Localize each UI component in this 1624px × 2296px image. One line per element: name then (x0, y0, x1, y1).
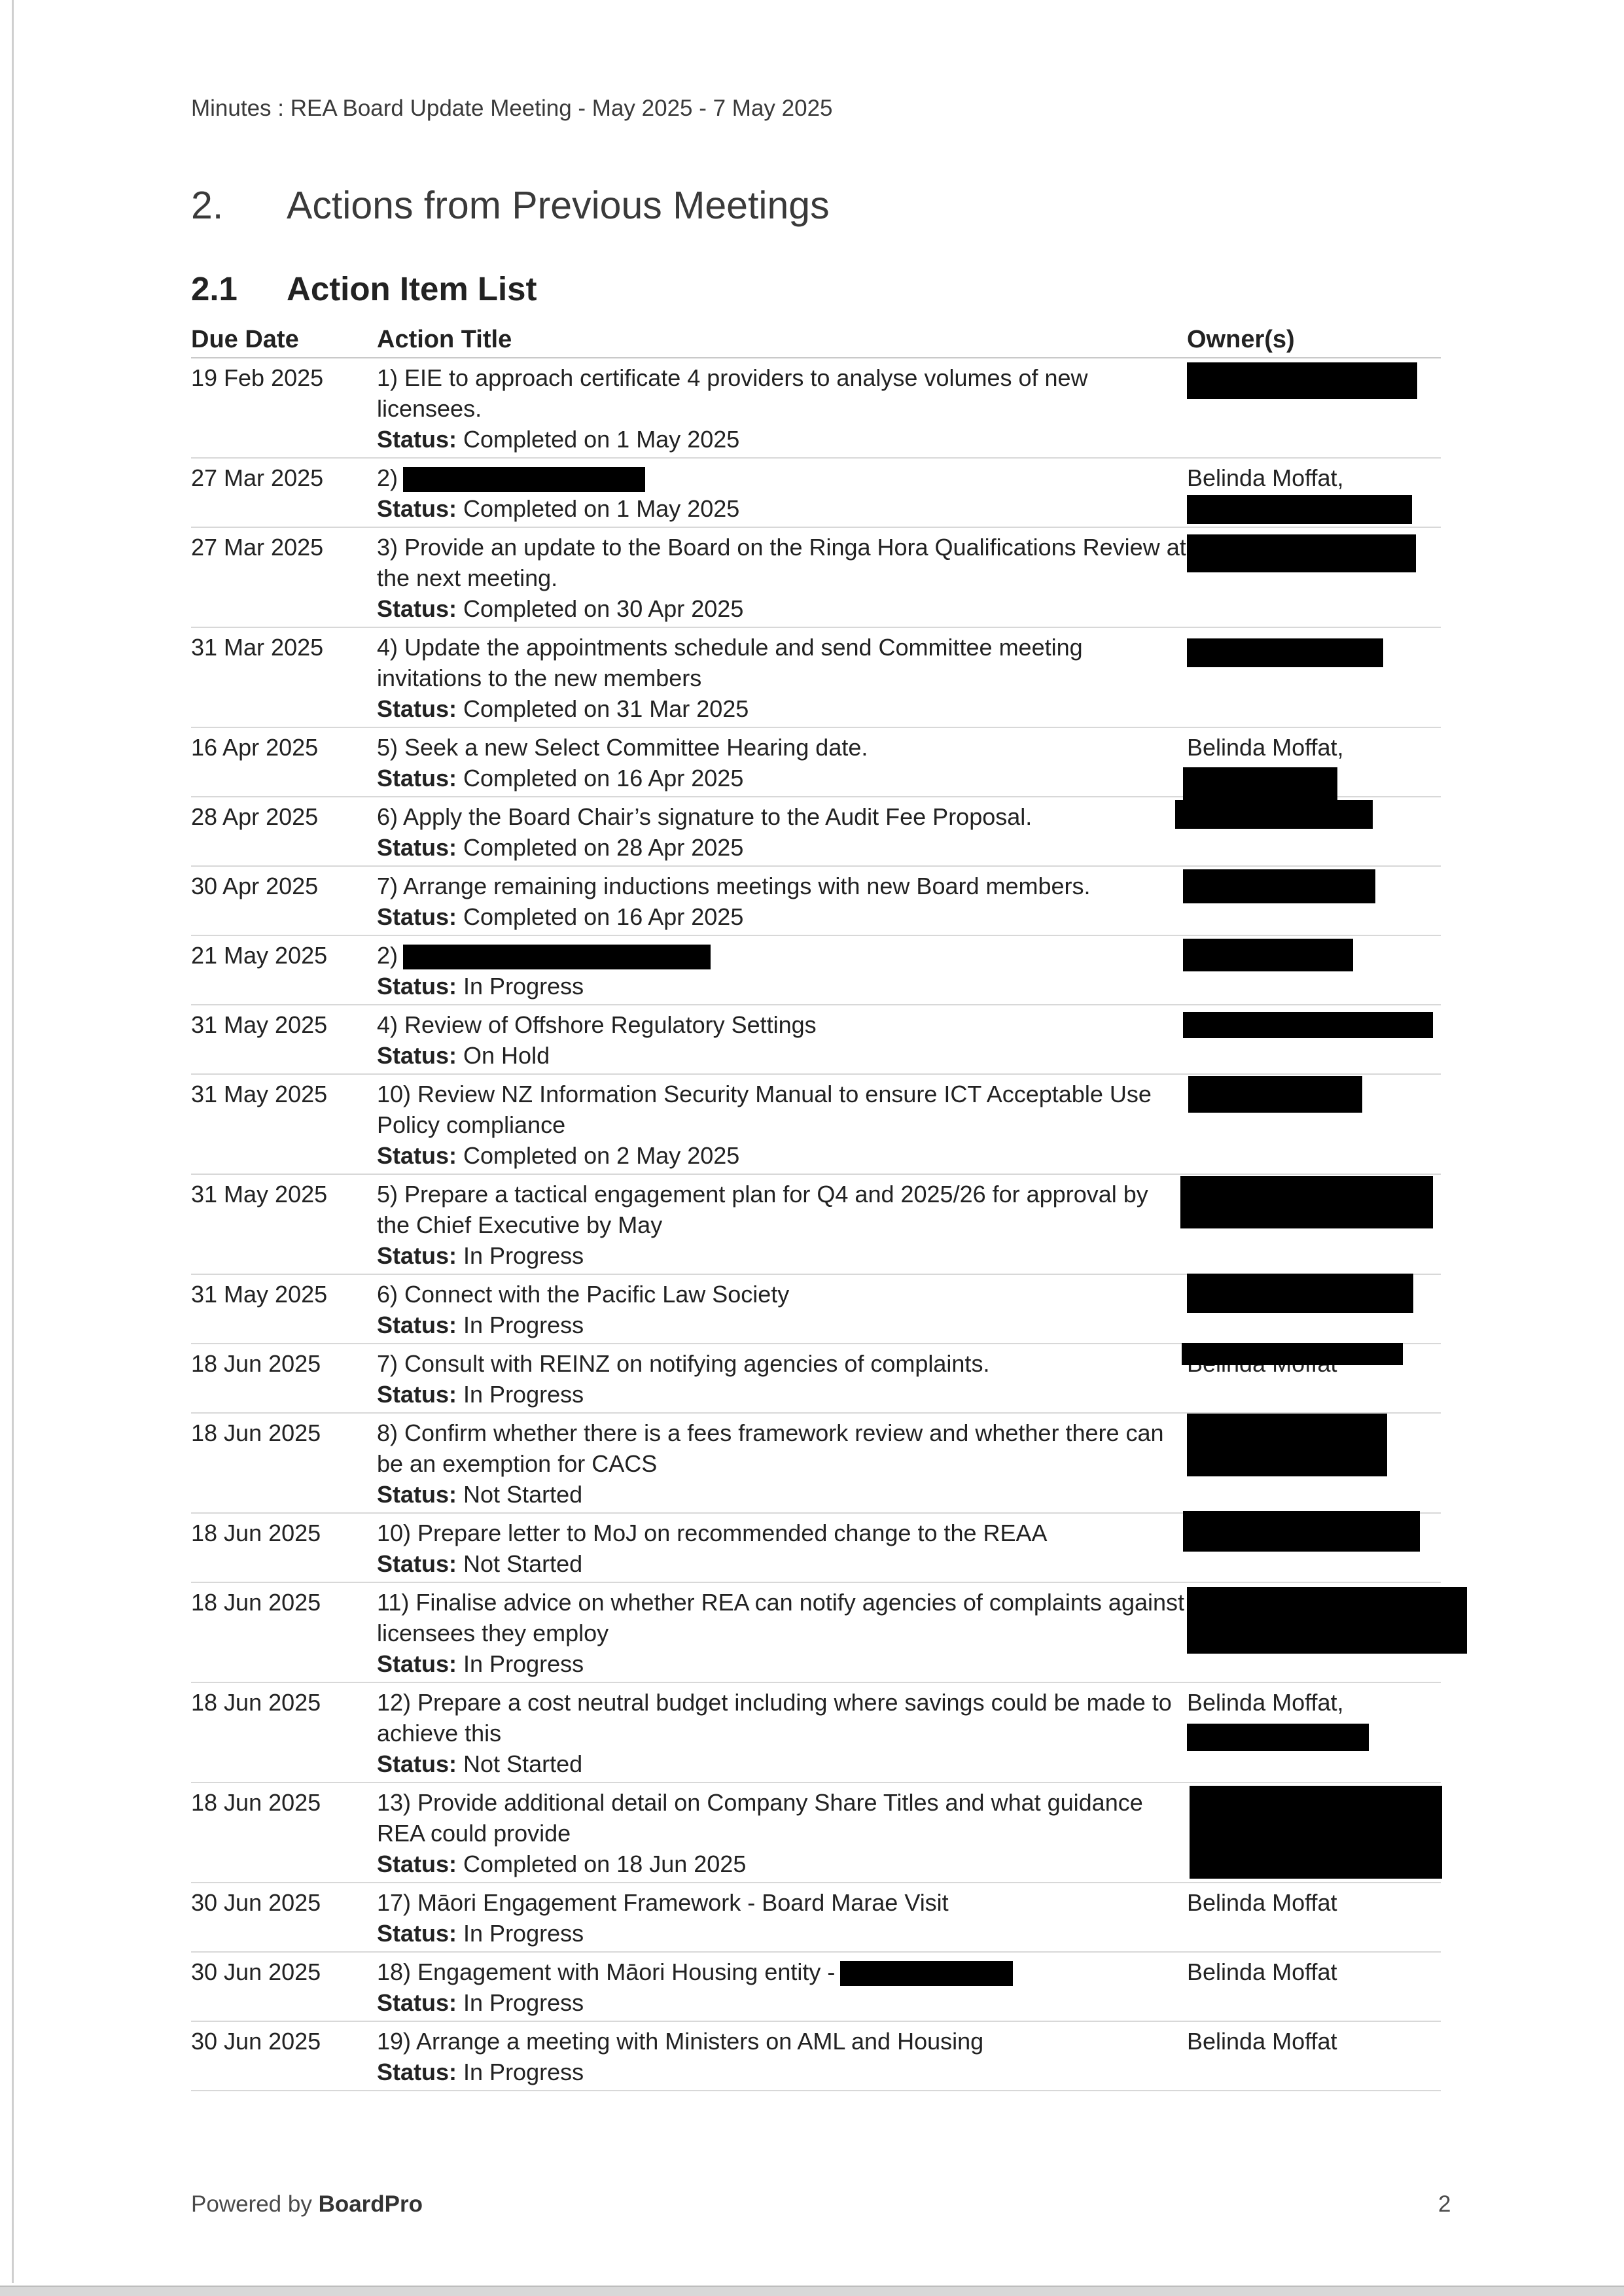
status-line (377, 2057, 1187, 2087)
action-item-table (191, 326, 1441, 2091)
action-title-text: 7) Arrange remaining inductions meetings with new Board members. (377, 873, 1091, 899)
owner-cell (1187, 1009, 1441, 1071)
action-title-text: 10) Prepare letter to MoJ on recommended change to the REAA (377, 1520, 1048, 1546)
redaction-box (1187, 495, 1412, 524)
status-line (377, 1379, 1187, 1410)
table-body (191, 358, 1441, 2091)
due-date-cell: 31 May 2025 (191, 1081, 328, 1107)
table-row (191, 1783, 1441, 1883)
due-date-cell: 18 Jun 2025 (191, 1789, 321, 1816)
redaction-box (1187, 534, 1416, 572)
status-line (377, 1240, 1187, 1271)
table-row (191, 1883, 1441, 1953)
due-date-cell: 19 Feb 2025 (191, 364, 324, 391)
action-title-cell (377, 532, 1187, 624)
action-title-cell (377, 801, 1187, 863)
status-line (377, 493, 1187, 524)
action-title (377, 1079, 1187, 1140)
status-label: Status: (377, 1381, 457, 1408)
due-date-cell: 18 Jun 2025 (191, 1419, 321, 1446)
status-label: Status: (377, 1481, 457, 1508)
status-label: Status: (377, 1312, 457, 1338)
table-row (191, 1005, 1441, 1075)
table-row (191, 1075, 1441, 1175)
status-label: Status: (377, 1989, 457, 2016)
action-title (377, 1587, 1187, 1648)
footer-powered-by (191, 2191, 423, 2218)
action-title (377, 940, 1187, 971)
action-title-text: 3) Provide an update to the Board on the Ringa Hora Qualifications Review at the next meeting. (377, 534, 1186, 591)
action-title-text: 2) (377, 942, 398, 969)
status-label: Status: (377, 1550, 457, 1577)
due-date-cell: 21 May 2025 (191, 942, 328, 969)
column-header-owners: Owner(s) (1187, 326, 1295, 353)
status-value: Completed on 31 Mar 2025 (463, 695, 749, 722)
action-title-text: 10) Review NZ Information Security Manual to ensure ICT Acceptable Use Policy compliance (377, 1081, 1152, 1138)
status-line (377, 1918, 1187, 1949)
owner-name: Belinda Moffat (1187, 1958, 1337, 1985)
action-title (377, 1179, 1187, 1240)
action-title-text: 8) Confirm whether there is a fees framework review and whether there can be an exemption for CACS (377, 1419, 1164, 1477)
status-value: Not Started (463, 1550, 583, 1577)
status-label: Status: (377, 834, 457, 861)
redaction-box (1175, 800, 1373, 829)
due-date-cell: 30 Apr 2025 (191, 873, 319, 899)
owner-name: Belinda Moffat, (1187, 1689, 1344, 1716)
action-title-cell (377, 1418, 1187, 1510)
action-title-text: 11) Finalise advice on whether REA can notify agencies of complaints against licensees they employ (377, 1589, 1185, 1646)
status-line (377, 1849, 1187, 1879)
status-label: Status: (377, 1750, 457, 1777)
owner-cell (1187, 1887, 1441, 1949)
scan-bottom-edge (0, 2286, 1624, 2296)
footer-brand: BoardPro (318, 2191, 423, 2217)
status-label: Status: (377, 1851, 457, 1877)
table-row (191, 1683, 1441, 1783)
table-row (191, 1275, 1441, 1344)
action-title-text: 7) Consult with REINZ on notifying agencies of complaints. (377, 1350, 990, 1377)
table-row (191, 867, 1441, 936)
owner-cell (1187, 1079, 1441, 1171)
section-heading (191, 183, 830, 228)
status-line (377, 763, 1187, 793)
action-title-cell (377, 1587, 1187, 1679)
status-line (377, 1140, 1187, 1171)
status-line (377, 832, 1187, 863)
redaction-box (403, 945, 711, 969)
action-title-text: 2) (377, 464, 398, 491)
action-title-cell (377, 940, 1187, 1001)
status-value: In Progress (463, 973, 584, 1000)
status-label: Status: (377, 1242, 457, 1269)
status-line (377, 1310, 1187, 1340)
action-title (377, 871, 1187, 901)
redaction-box (1190, 1786, 1442, 1879)
table-row (191, 936, 1441, 1005)
status-line (377, 971, 1187, 1001)
status-line (377, 1748, 1187, 1779)
redaction-box (403, 467, 645, 492)
action-title-cell (377, 1787, 1187, 1879)
action-title-text: 17) Māori Engagement Framework - Board Marae Visit (377, 1889, 949, 1916)
table-row (191, 797, 1441, 867)
action-title-cell (377, 1279, 1187, 1340)
footer-powered-prefix: Powered by (191, 2191, 312, 2217)
action-title-cell (377, 632, 1187, 724)
owner-cell (1187, 1787, 1441, 1879)
redaction-box (1183, 869, 1375, 903)
scan-edge (12, 0, 14, 2283)
action-title-cell (377, 871, 1187, 932)
owner-cell (1187, 801, 1441, 863)
owner-cell (1187, 1587, 1441, 1679)
owner-name: Belinda Moffat, (1187, 464, 1344, 491)
action-title-text: 4) Update the appointments schedule and send Committee meeting invitations to the new members (377, 634, 1083, 691)
redaction-box (1188, 1076, 1362, 1113)
action-title (377, 1518, 1187, 1548)
owner-cell (1187, 1179, 1441, 1271)
owner-cell (1187, 1518, 1441, 1579)
status-value: Not Started (463, 1750, 583, 1777)
action-title (377, 2026, 1187, 2057)
status-label: Status: (377, 695, 457, 722)
subsection-title: Action Item List (287, 270, 537, 307)
status-label: Status: (377, 903, 457, 930)
section-number: 2. (191, 184, 224, 227)
status-label: Status: (377, 1920, 457, 1947)
table-row (191, 459, 1441, 528)
action-title-cell (377, 462, 1187, 524)
action-title (377, 632, 1187, 693)
status-value: Completed on 16 Apr 2025 (463, 903, 744, 930)
due-date-cell: 31 May 2025 (191, 1011, 328, 1038)
status-value: Not Started (463, 1481, 583, 1508)
owner-cell (1187, 1687, 1441, 1779)
owner-cell (1187, 732, 1441, 793)
action-title-cell (377, 1348, 1187, 1410)
table-row (191, 1344, 1441, 1414)
redaction-box (1182, 1343, 1403, 1365)
redaction-box (1180, 1176, 1433, 1228)
action-title-text: 19) Arrange a meeting with Ministers on AML and Housing (377, 2028, 984, 2055)
status-value: In Progress (463, 1242, 584, 1269)
status-label: Status: (377, 1142, 457, 1169)
status-line (377, 1987, 1187, 2018)
owner-cell (1187, 462, 1441, 524)
table-row (191, 1514, 1441, 1583)
redaction-box (1187, 1724, 1369, 1751)
owner-cell (1187, 1418, 1441, 1510)
owner-cell (1187, 532, 1441, 624)
status-label: Status: (377, 1650, 457, 1677)
action-title (377, 1009, 1187, 1040)
owner-cell (1187, 362, 1441, 455)
table-row (191, 728, 1441, 797)
action-title-text: 6) Apply the Board Chair’s signature to the Audit Fee Proposal. (377, 803, 1033, 830)
due-date-cell: 28 Apr 2025 (191, 803, 319, 830)
subsection-heading (191, 270, 537, 308)
status-value: In Progress (463, 1381, 584, 1408)
action-title (377, 801, 1187, 832)
action-title-text: 5) Prepare a tactical engagement plan for Q4 and 2025/26 for approval by the Chief Executive by May (377, 1181, 1148, 1238)
status-label: Status: (377, 495, 457, 522)
action-title-cell (377, 1079, 1187, 1171)
action-title-cell (377, 362, 1187, 455)
redaction-box (840, 1961, 1013, 1986)
action-title-text: 1) EIE to approach certificate 4 providers to analyse volumes of new licensees. (377, 364, 1088, 422)
status-line (377, 693, 1187, 724)
owner-name: Belinda Moffat, (1187, 734, 1344, 761)
status-value: Completed on 2 May 2025 (463, 1142, 740, 1169)
status-value: On Hold (463, 1042, 550, 1069)
redaction-box (1187, 1414, 1387, 1476)
column-header-action-title: Action Title (377, 326, 512, 353)
due-date-cell: 31 Mar 2025 (191, 634, 324, 661)
redaction-box (1183, 1012, 1433, 1038)
redaction-box (1183, 939, 1353, 971)
owner-cell (1187, 2026, 1441, 2087)
status-value: In Progress (463, 1989, 584, 2016)
due-date-cell: 18 Jun 2025 (191, 1589, 321, 1616)
status-value: In Progress (463, 1650, 584, 1677)
status-line (377, 593, 1187, 624)
table-row (191, 1953, 1441, 2022)
status-value: Completed on 16 Apr 2025 (463, 765, 744, 791)
table-row (191, 1175, 1441, 1275)
status-value: Completed on 28 Apr 2025 (463, 834, 744, 861)
status-label: Status: (377, 595, 457, 622)
action-title (377, 462, 1187, 493)
action-title-cell (377, 1518, 1187, 1579)
action-title-cell (377, 2026, 1187, 2087)
status-label: Status: (377, 973, 457, 1000)
section-title: Actions from Previous Meetings (287, 184, 830, 227)
due-date-cell: 31 May 2025 (191, 1281, 328, 1308)
status-label: Status: (377, 765, 457, 791)
owner-cell (1187, 1279, 1441, 1340)
status-value: In Progress (463, 2059, 584, 2085)
table-row (191, 528, 1441, 628)
column-header-due-date: Due Date (191, 326, 299, 353)
status-value: In Progress (463, 1920, 584, 1947)
redaction-box (1187, 1274, 1413, 1313)
status-line (377, 1548, 1187, 1579)
action-title-text: 6) Connect with the Pacific Law Society (377, 1281, 790, 1308)
owner-cell (1187, 1957, 1441, 2018)
status-line (377, 1040, 1187, 1071)
action-title-cell (377, 1179, 1187, 1271)
status-line (377, 1479, 1187, 1510)
action-title-text: 4) Review of Offshore Regulatory Settings (377, 1011, 817, 1038)
status-value: Completed on 1 May 2025 (463, 426, 740, 453)
action-title (377, 1348, 1187, 1379)
owner-cell (1187, 1348, 1441, 1410)
redaction-box (1183, 1511, 1420, 1552)
action-title (377, 1279, 1187, 1310)
action-title (377, 362, 1187, 424)
action-title-text: 5) Seek a new Select Committee Hearing date. (377, 734, 868, 761)
running-header: Minutes : REA Board Update Meeting - May 2025 - 7 May 2025 (191, 96, 833, 121)
due-date-cell: 18 Jun 2025 (191, 1520, 321, 1546)
due-date-cell: 27 Mar 2025 (191, 534, 324, 561)
action-title-cell (377, 1957, 1187, 2018)
owner-name: Belinda Moffat (1187, 1889, 1337, 1916)
action-title-cell (377, 1687, 1187, 1779)
table-header (191, 326, 1441, 358)
redaction-box (1187, 362, 1417, 399)
status-label: Status: (377, 1042, 457, 1069)
due-date-cell: 30 Jun 2025 (191, 1889, 321, 1916)
status-value: In Progress (463, 1312, 584, 1338)
action-title (377, 1957, 1187, 1987)
redaction-box (1187, 1587, 1467, 1654)
status-value: Completed on 18 Jun 2025 (463, 1851, 747, 1877)
owner-cell (1187, 632, 1441, 724)
action-title-cell (377, 1009, 1187, 1071)
action-title (377, 1418, 1187, 1479)
table-row (191, 358, 1441, 459)
action-title-cell (377, 732, 1187, 793)
due-date-cell: 31 May 2025 (191, 1181, 328, 1208)
action-title-cell (377, 1887, 1187, 1949)
table-row (191, 628, 1441, 728)
action-title-text: 13) Provide additional detail on Company Share Titles and what guidance REA could provide (377, 1789, 1143, 1847)
due-date-cell: 18 Jun 2025 (191, 1350, 321, 1377)
action-title (377, 532, 1187, 593)
subsection-number: 2.1 (191, 270, 238, 307)
action-title-text: 18) Engagement with Māori Housing entity - (377, 1958, 836, 1985)
status-value: Completed on 30 Apr 2025 (463, 595, 744, 622)
table-row (191, 1583, 1441, 1683)
due-date-cell: 16 Apr 2025 (191, 734, 319, 761)
status-line (377, 901, 1187, 932)
page-number: 2 (1438, 2191, 1451, 2217)
due-date-cell: 27 Mar 2025 (191, 464, 324, 491)
action-title (377, 732, 1187, 763)
action-title (377, 1887, 1187, 1918)
status-line (377, 424, 1187, 455)
action-title (377, 1787, 1187, 1849)
redaction-box (1187, 638, 1383, 667)
status-label: Status: (377, 426, 457, 453)
due-date-cell: 30 Jun 2025 (191, 1958, 321, 1985)
table-row (191, 2022, 1441, 2091)
action-title-text: 12) Prepare a cost neutral budget including where savings could be made to achieve this (377, 1689, 1172, 1747)
redaction-box (1183, 767, 1337, 800)
status-label: Status: (377, 2059, 457, 2085)
action-title (377, 1687, 1187, 1748)
status-value: Completed on 1 May 2025 (463, 495, 740, 522)
due-date-cell: 30 Jun 2025 (191, 2028, 321, 2055)
owner-cell (1187, 871, 1441, 932)
table-row (191, 1414, 1441, 1514)
owner-cell (1187, 940, 1441, 1001)
owner-name: Belinda Moffat (1187, 2028, 1337, 2055)
due-date-cell: 18 Jun 2025 (191, 1689, 321, 1716)
status-line (377, 1648, 1187, 1679)
